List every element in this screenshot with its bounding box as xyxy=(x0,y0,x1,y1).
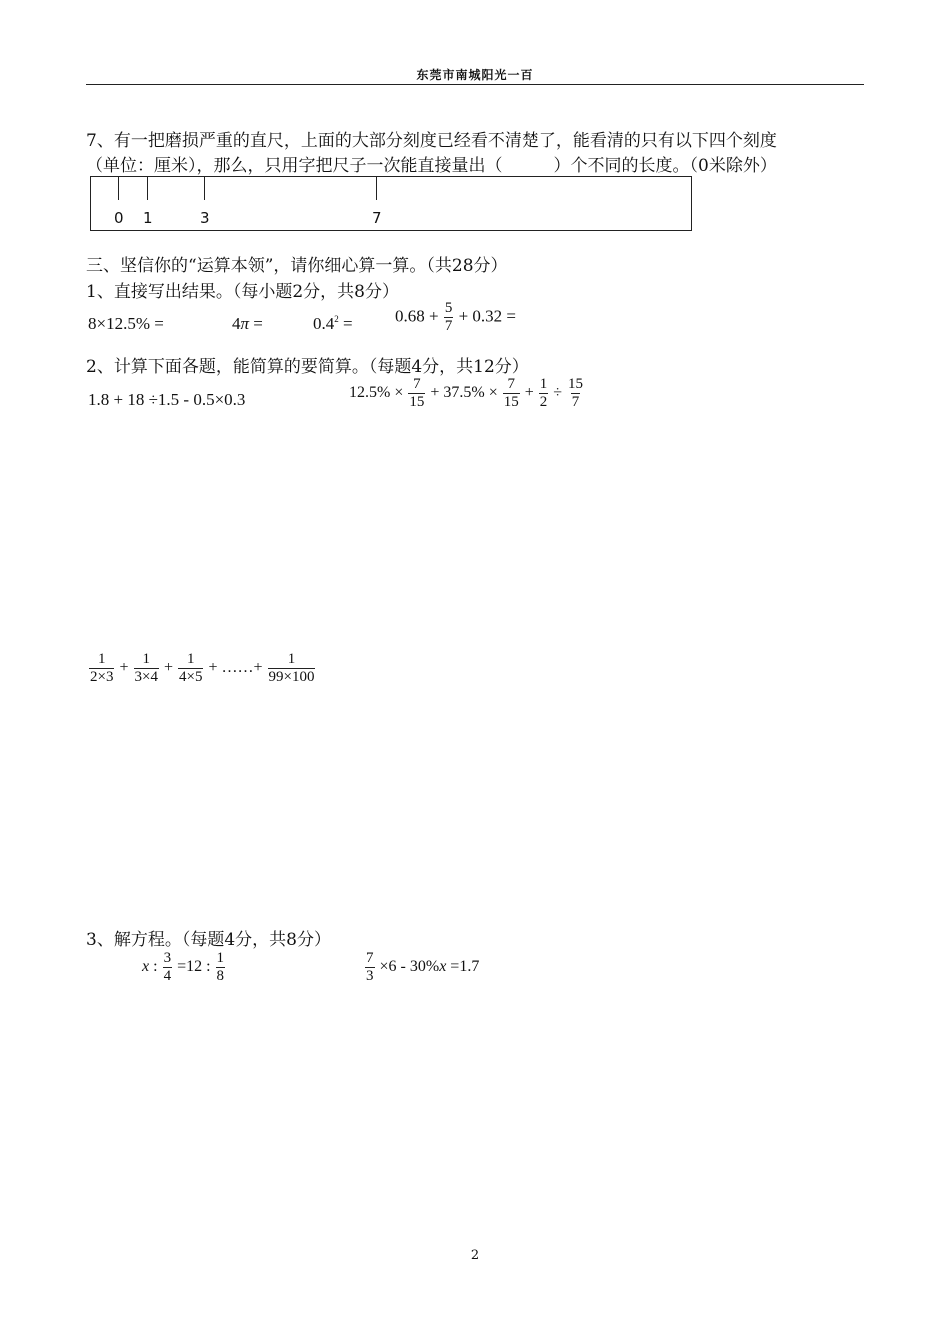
fraction: $\frac{1}{99\times 100}$ xyxy=(268,651,315,685)
fraction: $\frac{7}{15}$ xyxy=(409,376,425,410)
part1-expr-3: $0.4^2$ = xyxy=(313,314,353,333)
part2-expr-3: $\frac{1}{2\times 3}$ + $\frac{1}{3\times 4}$ + $\frac{1}{4\times 5}$ + ……+ $\frac{1}{99\times 100}$ xyxy=(90,651,315,685)
part3-title: 3、解方程。（每题4分，共8分） xyxy=(86,930,331,950)
part3-equation-2: $\frac{7}{3}$ ×6 - 30%x =1.7 xyxy=(366,950,480,984)
page-number: 2 xyxy=(470,1248,480,1263)
ruler-tick xyxy=(118,177,119,200)
part2-expr-1: 1.8 + 18 ÷1.5 - 0.5×0.3 xyxy=(88,390,246,409)
fraction: $\frac{3}{4}$ xyxy=(163,950,172,984)
fraction: $\frac{1}{3\times 4}$ xyxy=(134,651,158,685)
q7-line1: 7、有一把磨损严重的直尺，上面的大部分刻度已经看不清楚了，能看清的只有以下四个刻度 xyxy=(86,131,777,151)
part2-title: 2、计算下面各题，能简算的要简算。（每题4分，共12分） xyxy=(86,357,529,377)
part3-equation-1: x : $\frac{3}{4}$ =12 : $\frac{1}{8}$ xyxy=(142,950,225,984)
fraction: $\frac{7}{3}$ xyxy=(366,950,374,984)
ruler-label-3: 3 xyxy=(200,209,210,227)
ruler-tick xyxy=(376,177,377,200)
fraction: $\frac{5}{7}$ xyxy=(444,300,453,334)
ruler-tick xyxy=(204,177,205,200)
q7-line2: （单位：厘米），那么，只用字把尺子一次能直接量出（ ）个不同的长度。（0米除外） xyxy=(86,156,777,176)
part1-expr-4: 0.68 + $\frac{5}{7}$ + 0.32 = xyxy=(395,300,517,334)
part1-expr-2: 4π = xyxy=(232,314,263,333)
fraction: $\frac{15}{7}$ xyxy=(568,376,584,410)
section3-title: 三、坚信你的“运算本领”，请你细心算一算。（共28分） xyxy=(86,256,508,276)
fraction: $\frac{1}{4\times 5}$ xyxy=(179,651,203,685)
ruler-label-7: 7 xyxy=(372,209,382,227)
part2-expr-2: 12.5% × $\frac{7}{15}$ + 37.5% × $\frac{7}{15}$ + $\frac{1}{2}$ ÷ $\frac{15}{7}$ xyxy=(349,376,584,410)
header-rule xyxy=(86,84,864,85)
fraction: $\frac{7}{15}$ xyxy=(503,376,519,410)
ruler-figure xyxy=(90,176,692,231)
ruler-label-0: 0 xyxy=(114,209,124,227)
fraction: $\frac{1}{2\times 3}$ xyxy=(90,651,114,685)
ruler-tick xyxy=(147,177,148,200)
part1-expr-1: 8×12.5% = xyxy=(88,314,164,333)
fraction: $\frac{1}{2}$ xyxy=(539,376,548,410)
ruler-label-1: 1 xyxy=(143,209,153,227)
part1-title: 1、直接写出结果。（每小题2分，共8分） xyxy=(86,282,399,302)
page-header: 东莞市南城阳光一百 xyxy=(416,68,534,82)
fraction: $\frac{1}{8}$ xyxy=(216,950,225,984)
